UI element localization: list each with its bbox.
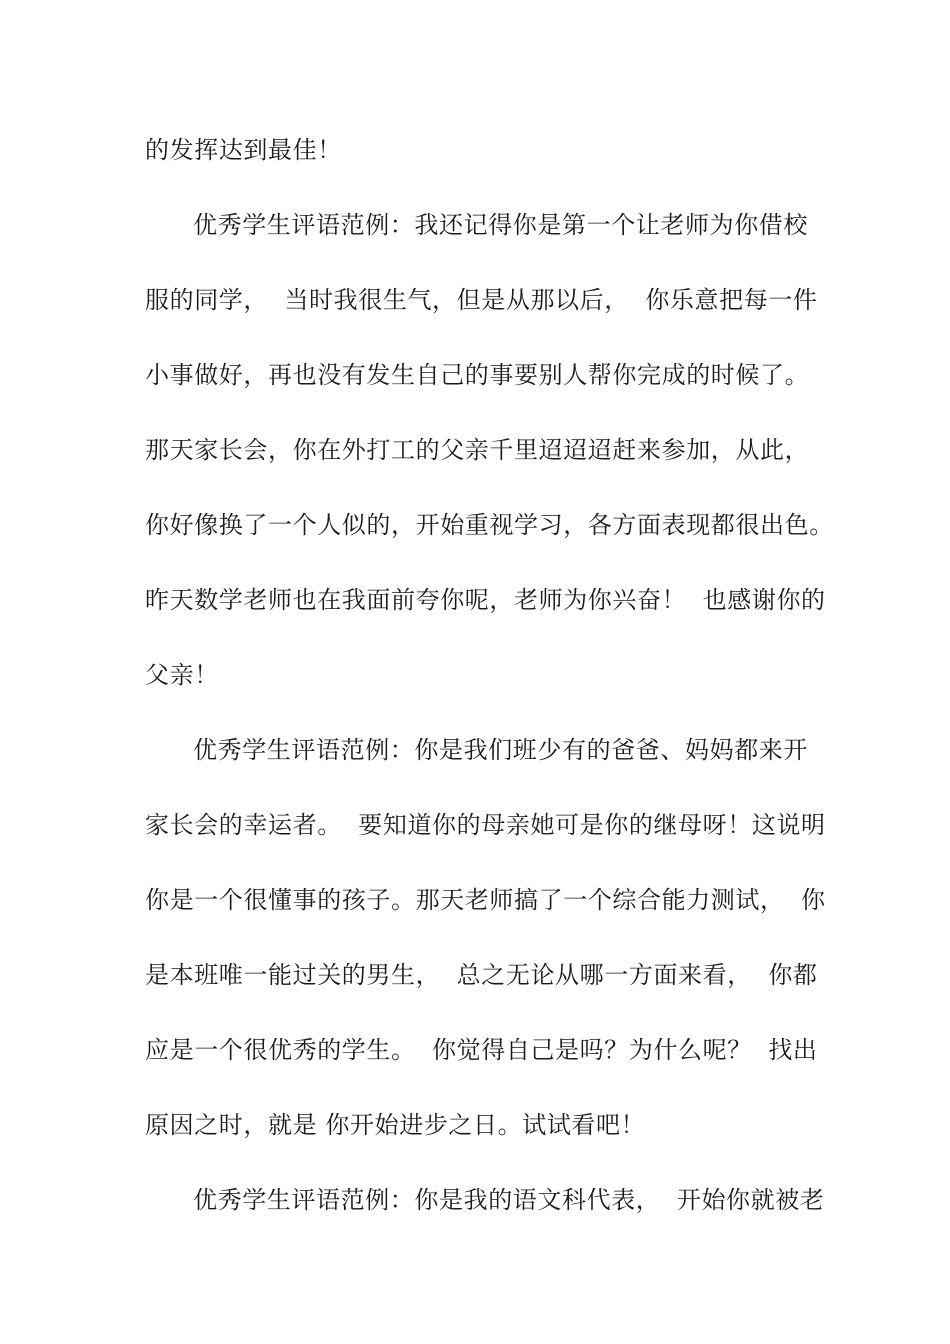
text-line: 原因之时，就是 你开始进步之日。试试看吧！	[145, 1111, 646, 1139]
text-line: 你好像换了一个人似的，开始重视学习，各方面表现都很出色。	[145, 511, 834, 539]
paragraph-first-line: 优秀学生评语范例：你是我们班少有的爸爸、妈妈都来开	[193, 736, 808, 764]
text-line: 的发挥达到最佳！	[145, 136, 342, 164]
text-line: 那天家长会，你在外打工的父亲千里迢迢迢赶来参加，从此，	[145, 436, 810, 464]
text-line: 家长会的幸运者。 要知道你的母亲她可是你的继母呀！这说明	[145, 811, 826, 839]
paragraph-first-line: 优秀学生评语范例：我还记得你是第一个让老师为你借校	[193, 211, 808, 239]
text-line: 你是一个很懂事的孩子。那天老师搞了一个综合能力测试， 你	[145, 886, 826, 914]
text-line: 昨天数学老师也在我面前夸你呢，老师为你兴奋！ 也感谢你的	[145, 586, 826, 614]
text-line: 小事做好，再也没有发生自己的事要别人帮你完成的时候了。	[145, 361, 810, 389]
paragraph-first-line: 优秀学生评语范例：你是我的语文科代表， 开始你就被老	[193, 1186, 825, 1214]
text-line: 服的同学， 当时我很生气，但是从那以后， 你乐意把每一件	[145, 286, 818, 314]
text-line: 父亲！	[145, 661, 219, 689]
text-line: 是本班唯一能过关的男生， 总之无论从哪一方面来看， 你都	[145, 961, 818, 989]
text-line: 应是一个很优秀的学生。 你觉得自己是吗？为什么呢？ 找出	[145, 1036, 818, 1064]
